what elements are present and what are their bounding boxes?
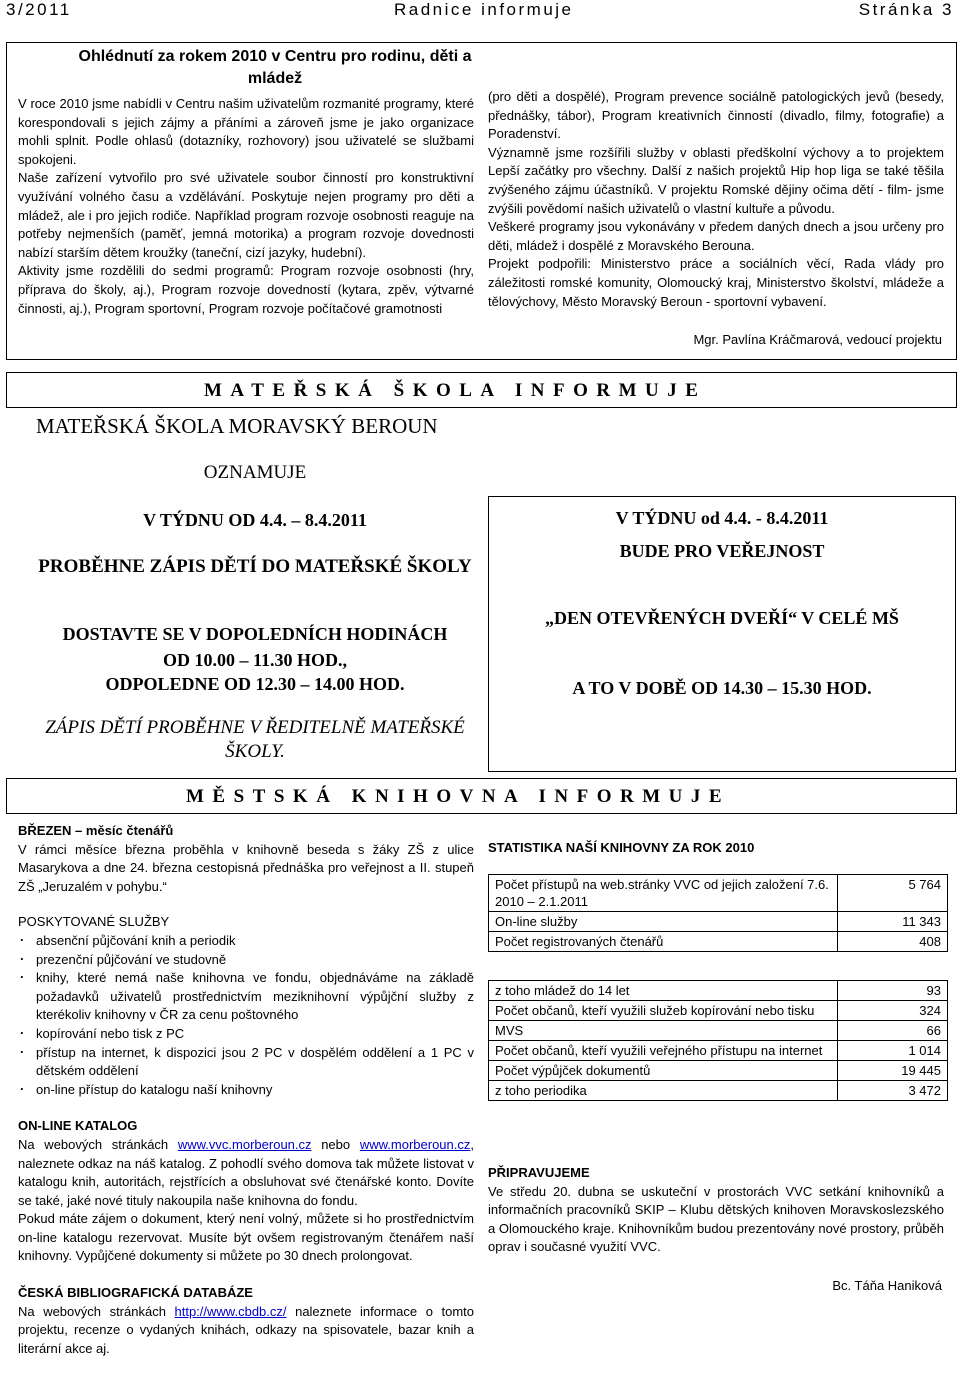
centrum-title: Ohlédnutí za rokem 2010 v Centru pro rodinu, děti a mládež — [78, 48, 472, 87]
stat-label: z toho mládež do 14 let — [489, 981, 838, 1001]
centrum-right-column — [488, 88, 944, 311]
stat-label: Počet přístupů na web.stránky VVC od jejich založení 7.6. 2010 – 2.1.2011 — [489, 875, 838, 912]
centrum-paragraph: Projekt podpořili: Ministerstvo práce a sociálních věcí, Rada vlády pro záležitosti romské komunity, Olomoucký kraj, Ministerstvo školství, mládeže a tělovýchovy, Město Moravský Beroun - sportovní vybavení. — [488, 256, 944, 309]
odpoledne-hours: ODPOLEDNE OD 12.30 – 14.00 HOD. — [105, 674, 405, 694]
list-item: . knihy, které nemá naše knihovna ve fondu, objednáváme na základě požadavků uživatelů prostřednictvím meziknihovní výpůjční služby z kterékoliv knihovny v ČR za cenu poštovného — [18, 969, 474, 1025]
zapis-location-note: ZÁPIS DĚTÍ PROBĚHNE V ŘEDITELNĚ MATEŘSKÉ ŠKOLY. — [45, 717, 465, 762]
week-right: V TÝDNU od 4.4. - 8.4.2011 — [615, 508, 829, 528]
table-row — [489, 1021, 948, 1041]
table-row — [489, 1081, 948, 1101]
stat-label: MVS — [489, 1021, 838, 1041]
brezen-text: V rámci měsíce března proběhla v knihovně beseda s žáky ZŠ z ulice Masarykova a dne 24. března cestopisná přednáška pro veřejnost a II. stupeň ZŠ „Jeruzalém v pohybu.“ — [18, 841, 474, 894]
centrum-left-column — [18, 95, 474, 318]
centrum-paragraph: Naše zařízení vytvořilo pro své uživatele soubor činností pro konstruktivní využívání volného času a vzdělávání. Poskytuje nejen programy pro děti a mládež, ale i pro jejich rodiče. Například program rozvoje osobnosti reaguje na potřeby nejmenších (paměť, jemná motorika) a program rozvoje dovednosti nabízí starším dětem kroužky (taneční, cizí jazyky, hudební). — [18, 170, 474, 260]
katalog-text-mid: nebo — [311, 1136, 360, 1152]
brezen-title: BŘEZEN – měsíc čtenářů — [18, 823, 174, 838]
stat-value: 3 472 — [838, 1081, 948, 1101]
katalog-text-end: , naleznete odkaz na náš katalog. Z pohodlí svého domova tak můžete listovat v katalogu knih, autoritách, rejstřících a obsluhovat své čtenářské konto. Dovíte se také, jaké nové tituly nakoupila naše knihovna do fondu. — [18, 1136, 474, 1208]
list-item: . přístup na internet, k dispozici jsou 2 PC v dospělém oddělení a 1 PC v dětském oddělení — [18, 1044, 474, 1081]
page-number: Stránka 3 — [858, 0, 954, 19]
open-day-box — [488, 496, 956, 772]
centrum-paragraph: (pro děti a dospělé), Program prevence sociálně patologických jevů (besedy, přednášky, tábor), Program kreativních činností (divadlo, filmy, fotografie) a Poradenství. — [488, 89, 944, 142]
week-left: V TÝDNU OD 4.4. – 8.4.2011 — [143, 510, 367, 530]
stat-value: 5 764 — [838, 875, 948, 912]
vvc-link[interactable]: www.vvc.morberoun.cz — [177, 1136, 312, 1152]
zapis-announcement: PROBĚHNE ZÁPIS DĚTÍ DO MATEŘSKÉ ŠKOLY — [38, 556, 472, 577]
table-row — [489, 875, 948, 912]
library-signature: Bc. Táňa Haniková — [832, 1278, 942, 1293]
list-item: . absenční půjčování knih a periodik — [18, 932, 474, 951]
open-day-title: „DEN OTEVŘENÝCH DVEŘÍ“ V CELÉ MŠ — [545, 608, 899, 628]
katalog-text — [18, 1136, 474, 1210]
ms-banner-title: MATEŘSKÁ ŠKOLA INFORMUJE — [204, 380, 707, 401]
table-row — [489, 912, 948, 932]
cbdb-text-end: naleznete informace o tomto projektu, recenze o vydaných knihách, odkazy na spisovatele, bazar knih a literární akce aj. — [18, 1303, 475, 1356]
issue-number: 3/2011 — [6, 0, 72, 19]
stat-value: 408 — [838, 932, 948, 952]
pripravujeme-section — [488, 1164, 944, 1257]
table-row — [489, 932, 948, 952]
oznamuje: OZNAMUJE — [203, 462, 307, 483]
pripravujeme-title: PŘIPRAVUJEME — [488, 1165, 590, 1180]
stat-label: Počet občanů, kteří využili veřejného přístupu na internet — [489, 1041, 838, 1061]
pripravujeme-text: Ve středu 20. dubna se uskuteční v prostorách VVC setkání knihovníků a informačních pracovníků SKIP – Klubu dětských knihoven Moravskoslezského a Olomouckého kraje. Knihovníkům budou prezentovány nové prostory, průběh oprav i současné využití VVC. — [488, 1183, 944, 1255]
katalog-text-start: Na webových stránkách — [18, 1136, 178, 1152]
stat-value: 1 014 — [838, 1041, 948, 1061]
table-row — [489, 981, 948, 1001]
stat-value: 324 — [838, 1001, 948, 1021]
stat-label: Počet registrovaných čtenářů — [489, 932, 838, 952]
cbdb-title: ČESKÁ BIBLIOGRAFICKÁ DATABÁZE — [18, 1285, 253, 1301]
centrum-paragraph: Veškeré programy jsou vykonávány v předem daných dnech a jsou určeny pro děti, mládež i dospělé z Moravského Berouna. — [488, 219, 944, 253]
dopoledne-hours: OD 10.00 – 11.30 HOD., — [162, 650, 347, 670]
stat-label: z toho periodika — [489, 1081, 838, 1101]
centrum-paragraph: Aktivity jsme rozdělili do sedmi programů: Program rozvoje osobnosti (hry, příprava do školy, aj.), Program rozvoje dovedností (kytara, zpěv, výtvarné činnosti, aj.), Program sportovní, Program rozvoje počítačové gramotnosti — [18, 263, 474, 316]
stat-value: 19 445 — [838, 1061, 948, 1081]
cbdb-link[interactable]: http://www.cbdb.cz/ — [174, 1303, 287, 1319]
school-name: MATEŘSKÁ ŠKOLA MORAVSKÝ BEROUN — [36, 414, 438, 438]
table-row — [489, 1041, 948, 1061]
stats-table-2 — [488, 980, 948, 1101]
table-row — [489, 1061, 948, 1081]
stat-label: On-line služby — [489, 912, 838, 932]
morberoun-link[interactable]: www.morberoun.cz — [359, 1136, 471, 1152]
stat-value: 11 343 — [838, 912, 948, 932]
list-item: . prezenční půjčování ve studovně — [18, 951, 474, 970]
stat-value: 93 — [838, 981, 948, 1001]
library-left-column — [18, 822, 474, 1358]
stats-table-1 — [488, 874, 948, 952]
katalog-text-2: Pokud máte zájem o dokument, který není volný, můžete si ho prostřednictvím on-line katalogu rezervovat. Musíte být ovšem registrovaným čtenářem naší knihovny. Vypůjčené dokumenty si můžete po 30 dnech prolongovat. — [18, 1211, 474, 1264]
stat-label: Počet výpůjček dokumentů — [489, 1061, 838, 1081]
sluzby-list — [18, 932, 474, 1099]
centrum-paragraph: Významně jsme rozšířili služby v oblasti předškolní výchovy a to projektem Lepší začátky pro všechny. Další z našich projektů Hip hop liga se také těšila zvýšeného zájmu účastníků. V projektu Romské dějiny očima dětí - film- jsme zvýšili povědomí našich uživatelů o vlastní kultuře a původu. — [488, 144, 944, 216]
table-row — [489, 1001, 948, 1021]
library-banner-title: MĚSTSKÁ KNIHOVNA INFORMUJE — [186, 786, 731, 807]
open-day-hours: A TO V DOBĚ OD 14.30 – 15.30 HOD. — [572, 678, 872, 698]
centrum-signature: Mgr. Pavlína Kráčmarová, vedoucí projektu — [693, 332, 942, 347]
cbdb-text — [18, 1303, 474, 1359]
bude-text: BUDE PRO VEŘEJNOST — [619, 541, 825, 561]
list-item: . on-line přístup do katalogu naší knihovny — [18, 1081, 474, 1100]
sluzby-title: POSKYTOVANÉ SLUŽBY — [18, 914, 170, 930]
stat-label: Počet občanů, kteří využili služeb kopírování nebo tisku — [489, 1001, 838, 1021]
newsletter-title: Radnice informuje — [394, 0, 574, 19]
katalog-title: ON-LINE KATALOG — [18, 1118, 138, 1134]
centrum-paragraph: V roce 2010 jsme nabídli v Centru našim uživatelům rozmanité programy, které korespondovali s jejich zájmy a přáními a zároveň jsme je jako organizace mohli splnit. Podle ohlasů (dotazníky, rozhovory) jsou uživatelé se službami spokojeni. — [18, 96, 474, 167]
cbdb-text-start: Na webových stránkách — [18, 1303, 175, 1319]
stat-title: STATISTIKA NAŠÍ KNIHOVNY ZA ROK 2010 — [488, 840, 755, 855]
stat-value: 66 — [838, 1021, 948, 1041]
dostavte-text: DOSTAVTE SE V DOPOLEDNÍCH HODINÁCH — [62, 624, 448, 644]
list-item: . kopírování nebo tisk z PC — [18, 1025, 474, 1044]
